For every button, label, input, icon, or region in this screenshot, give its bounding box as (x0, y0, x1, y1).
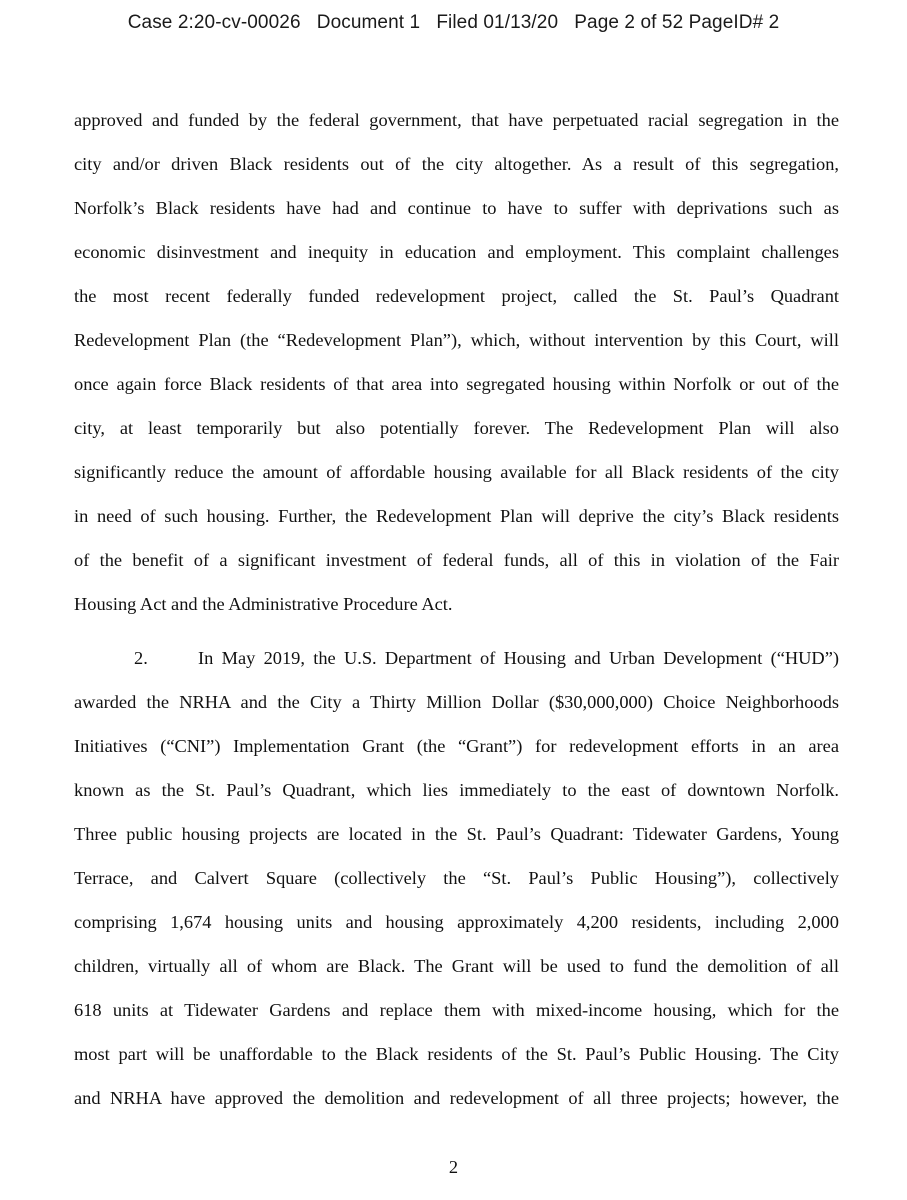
text-line: city and/or driven Black residents out of the city altogether. As a result of this segregation, (74, 154, 839, 174)
page-number: 2 (448, 1157, 459, 1177)
text-line: and NRHA have approved the demolition and redevelopment of all three projects; however, the (74, 1088, 839, 1108)
case-header: Case 2:20-cv-00026 Document 1 Filed 01/13/20 Page 2 of 52 PageID# 2 (127, 12, 780, 33)
text-line: Initiatives (“CNI”) Implementation Grant (the “Grant”) for redevelopment efforts in an area (74, 736, 839, 756)
text-line: Norfolk’s Black residents have had and continue to have to suffer with deprivations such as (74, 198, 839, 218)
text-line: Three public housing projects are located in the St. Paul’s Quadrant: Tidewater Gardens, Young (74, 824, 839, 844)
text-line: significantly reduce the amount of affordable housing available for all Black residents of the city (74, 462, 839, 482)
text-line: economic disinvestment and inequity in education and employment. This complaint challenges (74, 242, 839, 262)
text-line: approved and funded by the federal government, that have perpetuated racial segregation in the (74, 110, 839, 130)
text-line: city, at least temporarily but also potentially forever. The Redevelopment Plan will also (74, 418, 839, 438)
text-line: Terrace, and Calvert Square (collectively the “St. Paul’s Public Housing”), collectively (74, 868, 839, 888)
text-line: the most recent federally funded redevelopment project, called the St. Paul’s Quadrant (74, 286, 839, 306)
text-line: awarded the NRHA and the City a Thirty Million Dollar ($30,000,000) Choice Neighborhoods (74, 692, 839, 712)
paragraph-number: 2. (134, 648, 148, 668)
text-line: Redevelopment Plan (the “Redevelopment Plan”), which, without intervention by this Court, will (74, 330, 839, 350)
text-line: In May 2019, the U.S. Department of Housing and Urban Development (“HUD”) (198, 648, 839, 668)
text-line: comprising 1,674 housing units and housing approximately 4,200 residents, including 2,000 (74, 912, 839, 932)
text-line: most part will be unaffordable to the Black residents of the St. Paul’s Public Housing. The City (74, 1044, 839, 1064)
text-line: 618 units at Tidewater Gardens and replace them with mixed-income housing, which for the (74, 1000, 839, 1020)
text-line: children, virtually all of whom are Black. The Grant will be used to fund the demolition of all (74, 956, 839, 976)
text-line: Housing Act and the Administrative Procedure Act. (74, 594, 453, 614)
text-line: once again force Black residents of that area into segregated housing within Norfolk or out of the (74, 374, 839, 394)
text-line: of the benefit of a significant investment of federal funds, all of this in violation of the Fair (74, 550, 839, 570)
text-line: in need of such housing. Further, the Redevelopment Plan will deprive the city’s Black residents (74, 506, 839, 526)
text-line: known as the St. Paul’s Quadrant, which lies immediately to the east of downtown Norfolk. (74, 780, 839, 800)
